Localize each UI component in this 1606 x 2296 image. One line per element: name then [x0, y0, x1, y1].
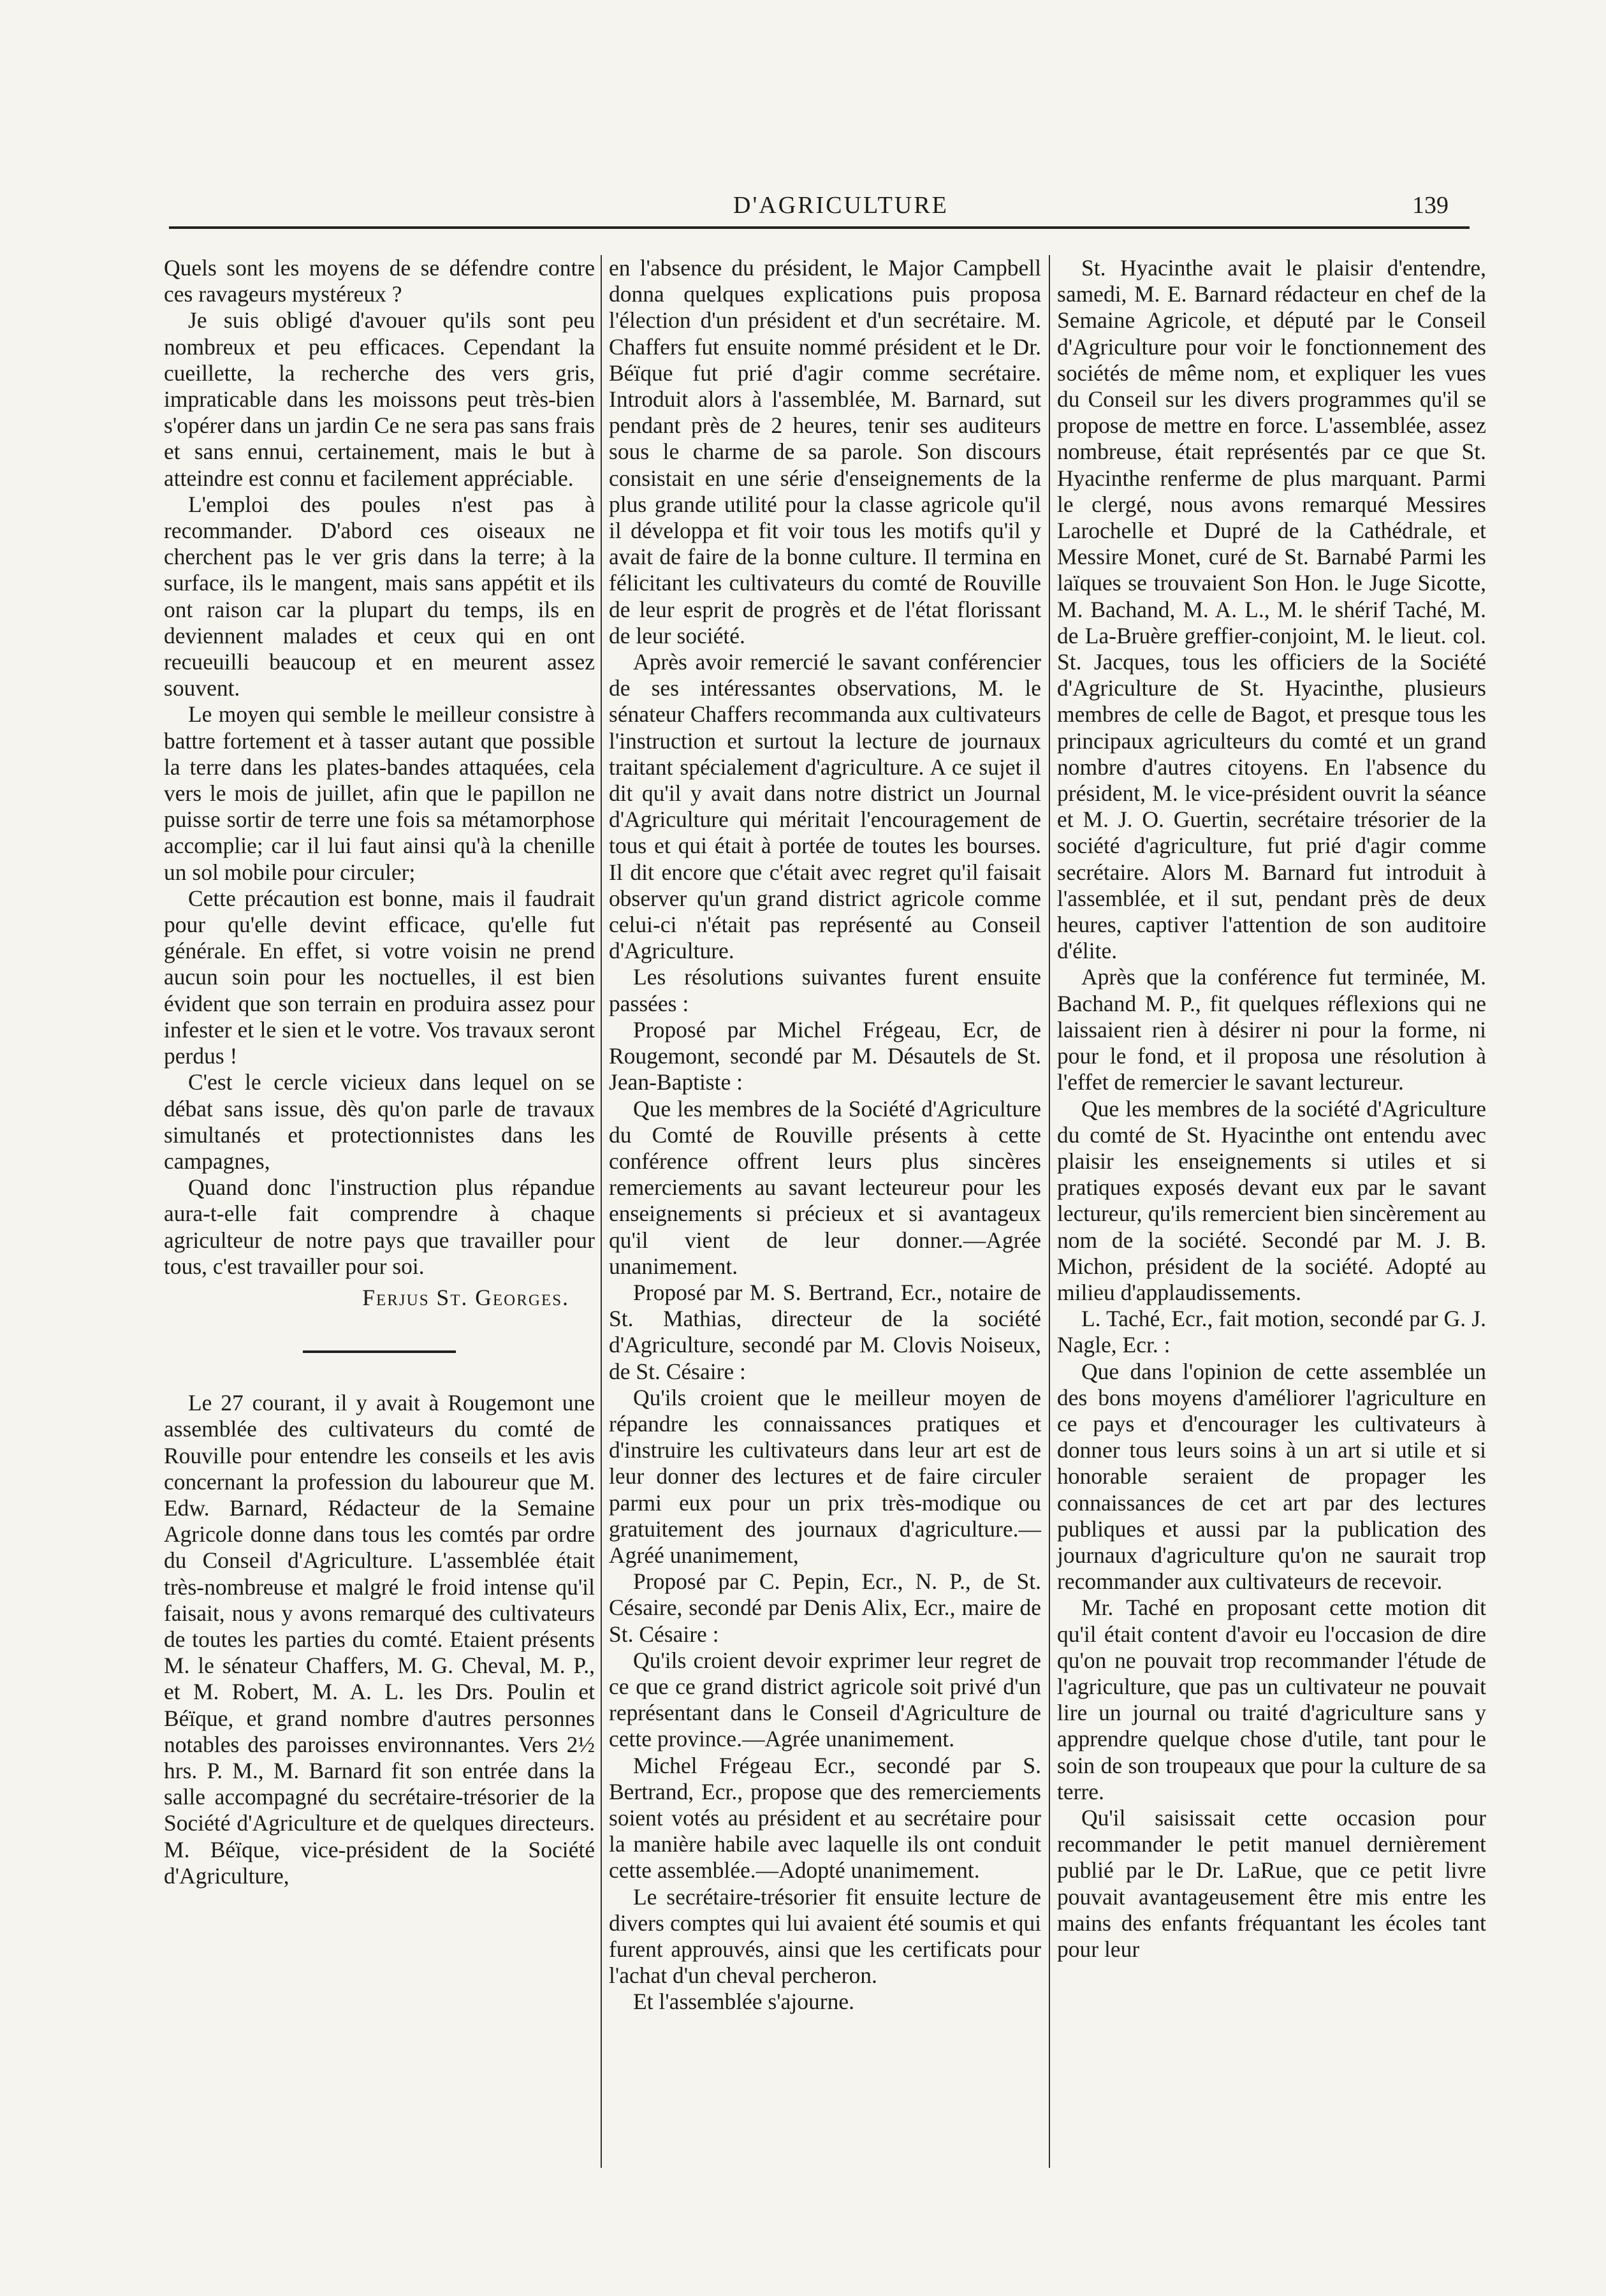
- paragraph: en l'absence du président, le Major Campbell donna quelques explications puis proposa l'élection d'un président et d'un secrétaire. M. Chaffers fut ensuite nommé président et le Dr. Béïque fut prié d'agir comme secrétaire. Introduit alors à l'assemblée, M. Barnard, sut pendant près de 2 heures, tenir ses auditeurs sous le charme de sa parole. Son discours consistait en une série d'enseignements de la plus grande utilité pour la classe agricole qu'il il développa et fit voir tous les motifs qu'il y avait de faire de la bonne culture. Il termina en félicitant les cultivateurs du comté de Rouville de leur esprit de progrès et de l'état florissant de leur société.: [609, 255, 1041, 648]
- running-header: [0, 191, 1606, 230]
- paragraph: Et l'assemblée s'ajourne.: [633, 1989, 854, 2015]
- paragraph: Mr. Taché en proposant cette motion dit qu'il était content d'avoir eu l'occasion de dire qu'on ne pouvait trop recommander l'étude de l'agriculture, que pas un cultivateur ne pouvait lire un journal ou traité d'agriculture sans y apprendre quelque chose d'utile, tant pour le soin de son troupeaux que pour la culture de sa terre.: [1057, 1595, 1486, 1804]
- paragraph: Quels sont les moyens de se défendre contre ces ravageurs mystéreux ?: [164, 255, 595, 307]
- column-1: [164, 255, 595, 1889]
- paragraph: L. Taché, Ecr., fait motion, secondé par G. J. Nagle, Ecr. :: [1057, 1306, 1486, 1358]
- paragraph: Le moyen qui semble le meilleur consistre à battre fortement et à tasser autant que possible la terre dans les plates-bandes attaquées, cela vers le mois de juillet, afin que le papillon ne puisse sortir de terre une fois sa métamorphose accomplie; car il lui faut ainsi qu'à la chenille un sol mobile pour circuler;: [164, 701, 595, 885]
- column-3: [1057, 255, 1486, 1963]
- paragraph: L'emploi des poules n'est pas à recommander. D'abord ces oiseaux ne cherchent pas le ver gris dans la terre; à la surface, ils le mangent, mais sans appétit et ils ont raison car la plupart du temps, ils en deviennent malades et ceux qui en ont recueuilli beaucoup et en meurent assez souvent.: [164, 491, 595, 701]
- running-title: D'AGRICULTURE: [733, 192, 949, 219]
- paragraph: Cette précaution est bonne, mais il faudrait pour qu'elle devint efficace, qu'elle fut générale. En effet, si votre voisin ne prend aucun soin pour les noctuelles, il est bien évident que son terrain en produira assez pour infester et le sien et le votre. Vos travaux seront perdus !: [164, 885, 595, 1069]
- paragraph: Que dans l'opinion de cette assemblée un des bons moyens d'améliorer l'agriculture en ce pays et d'encourager les cultivateurs à donner tous leurs soins à un art si utile et si honorable seraient de propager les connaissances de cet art par des lectures publiques et aussi par la publication des journaux d'agriculture qu'on ne saurait trop recommander aux cultivateurs de recevoir.: [1057, 1358, 1486, 1595]
- page-number: 139: [1412, 192, 1449, 219]
- paragraph: Michel Frégeau Ecr., secondé par S. Bertrand, Ecr., propose que des remerciements soient votés au président et au secrétaire pour la manière habile avec laquelle ils ont conduit cette assemblée.—Adopté unanimement.: [609, 1752, 1041, 1883]
- paragraph: Le 27 courant, il y avait à Rougemont une assemblée des cultivateurs du comté de Rouville pour entendre les conseils et les avis concernant la profession du laboureur que M. Edw. Barnard, Rédacteur de la Semaine Agricole donne dans tous les comtés par ordre du Conseil d'Agriculture. L'assemblée était très-nombreuse et malgré le froid intense qu'il faisait, nous y avons remarqué des cultivateurs de toutes les parties du comté. Etaient présents M. le sénateur Chaffers, M. G. Cheval, M. P., et M. Robert, M. A. L. les Drs. Poulin et Béïque, et grand nombre d'autres personnes notables des paroisses environnantes. Vers 2½ hrs. P. M., M. Barnard fit son entrée dans la salle accompagné du secrétaire-trésorier de la Société d'Agriculture et de quelques directeurs. M. Béïque, vice-président de la Société d'Agriculture,: [164, 1390, 595, 1889]
- article-separator: [303, 1350, 456, 1353]
- paragraph: Proposé par C. Pepin, Ecr., N. P., de St. Césaire, secondé par Denis Alix, Ecr., maire de St. Césaire :: [609, 1568, 1041, 1647]
- paragraph: Quand donc l'instruction plus répandue aura-t-elle fait comprendre à chaque agriculteur de notre pays que travailler pour tous, c'est travailler pour soi.: [164, 1174, 595, 1279]
- paragraph: Qu'ils croient que le meilleur moyen de répandre les connaissances pratiques et d'instruire les cultivateurs dans leur art est de leur donner des lectures et de faire circuler parmi eux pour un prix très-modique ou gratuitement des journaux d'agriculture.—Agréé unanimement,: [609, 1384, 1041, 1568]
- paragraph: Que les membres de la Société d'Agriculture du Comté de Rouville présents à cette conférence offrent leurs plus sincères remerciements au savant lecteureur pour les enseignements si précieux et si avantageux qu'il vient de leur donner.—Agrée unanimement.: [609, 1095, 1041, 1279]
- column-2: [609, 255, 1041, 2015]
- column-divider: [1049, 255, 1050, 2168]
- paragraph: Après avoir remercié le savant conférencier de ses intéressantes observations, M. le sénateur Chaffers recommanda aux cultivateurs l'instruction et surtout la lecture de journaux traitant spécialement d'agriculture. A ce sujet il dit qu'il y avait dans notre district un Journal d'Agriculture qui méritait l'encouragement de tous et qui était à portée de toutes les bourses. Il dit encore que c'était avec regret qu'il faisait observer qu'un grand district agricole comme celui-ci n'était pas représenté au Conseil d'Agriculture.: [609, 649, 1041, 964]
- paragraph: Proposé par Michel Frégeau, Ecr, de Rougemont, secondé par M. Désautels de St. Jean-Baptiste :: [609, 1016, 1041, 1095]
- article-signature: Ferjus St. Georges.: [362, 1284, 569, 1310]
- header-rule: [169, 226, 1470, 229]
- paragraph: Les résolutions suivantes furent ensuite passées :: [609, 964, 1041, 1016]
- column-divider: [601, 255, 602, 2168]
- paragraph: Proposé par M. S. Bertrand, Ecr., notaire de St. Mathias, directeur de la société d'Agriculture, secondé par M. Clovis Noiseux, de St. Césaire :: [609, 1279, 1041, 1384]
- paragraph: Le secrétaire-trésorier fit ensuite lecture de divers comptes qui lui avaient été soumis et qui furent approuvés, ainsi que les certificats pour l'achat d'un cheval percheron.: [609, 1883, 1041, 1989]
- paragraph: Après que la conférence fut terminée, M. Bachand M. P., fit quelques réflexions qui ne laissaient rien à désirer ni pour la forme, ni pour le fond, et il proposa une résolution à l'effet de remercier le savant lectureur.: [1057, 964, 1486, 1095]
- paragraph: Qu'il saisissait cette occasion pour recommander le petit manuel dernièrement publié par le Dr. LaRue, que ce petit livre pouvait avantageusement être mis entre les mains des enfants fréquantant les écoles tant pour leur: [1057, 1804, 1486, 1962]
- paragraph: C'est le cercle vicieux dans lequel on se débat sans issue, dès qu'on parle de travaux simultanés et protectionnistes dans les campagnes,: [164, 1069, 595, 1174]
- paragraph: Je suis obligé d'avouer qu'ils sont peu nombreux et peu efficaces. Cependant la cueillette, la recherche des vers gris, impraticable dans les moissons peut très-bien s'opérer dans un jardin Ce ne sera pas sans frais et sans ennui, certainement, mais le but à atteindre est connu et facilement appréciable.: [164, 307, 595, 491]
- paragraph: Qu'ils croient devoir exprimer leur regret de ce que ce grand district agricole soit privé d'un représentant dans le Conseil d'Agriculture de cette province.—Agrée unanimement.: [609, 1647, 1041, 1752]
- paragraph: Que les membres de la société d'Agriculture du comté de St. Hyacinthe ont entendu avec plaisir les enseignements si utiles et si pratiques exposés devant eux par le savant lectureur, qu'ils remercient bien sincèrement au nom de la société. Secondé par M. J. B. Michon, président de la société. Adopté au milieu d'applaudissements.: [1057, 1095, 1486, 1305]
- paragraph: St. Hyacinthe avait le plaisir d'entendre, samedi, M. E. Barnard rédacteur en chef de la Semaine Agricole, et député par le Conseil d'Agriculture pour voir le fonctionnement des sociétés de même nom, et expliquer les vues du Conseil sur les divers programmes qu'il se propose de mettre en force. L'assemblée, assez nombreuse, était représentés par ce que St. Hyacinthe renferme de plus marquant. Parmi le clergé, nous avons remarqué Messires Larochelle et Dupré de la Cathédrale, et Messire Monet, curé de St. Barnabé Parmi les laïques se trouvaient Son Hon. le Juge Sicotte, M. Bachand, M. A. L., M. le shérif Taché, M. de La-Bruère greffier-conjoint, M. le lieut. col. St. Jacques, tous les officiers de la Société d'Agriculture de St. Hyacinthe, plusieurs membres de celle de Bagot, et presque tous les principaux agriculteurs du comté et un grand nombre d'autres citoyens. En l'absence du président, M. le vice-président ouvrit la séance et M. J. O. Guertin, secrétaire trésorier de la société d'agriculture, fut prié d'agir comme secrétaire. Alors M. Barnard fut introduit à l'assemblée, et il sut, pendant près de deux heures, captiver l'attention de son auditoire d'élite.: [1057, 255, 1486, 964]
